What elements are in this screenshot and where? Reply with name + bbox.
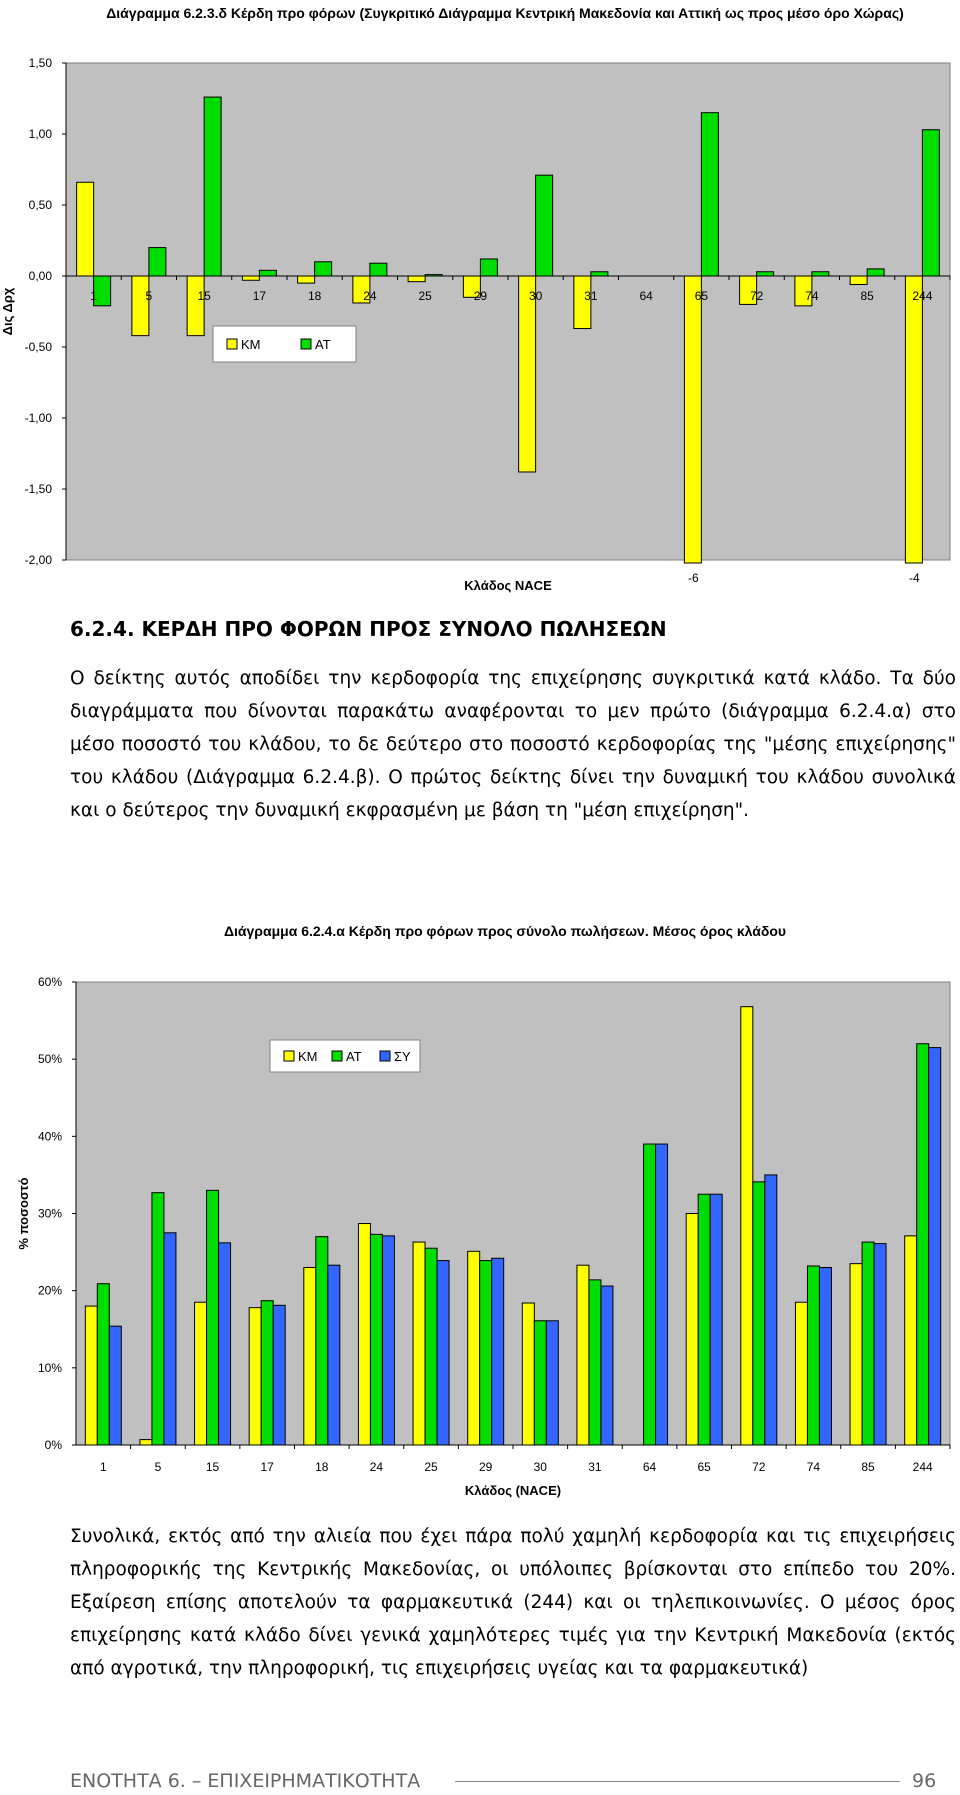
y-axis-label: % ποσοστό [16, 1177, 31, 1250]
y-tick-label: 1,50 [28, 56, 52, 70]
bar [534, 1321, 546, 1445]
bar [437, 1261, 449, 1445]
bar [753, 1182, 765, 1445]
x-tick-label: 25 [418, 289, 432, 303]
y-tick-label: 20% [37, 1283, 62, 1298]
x-axis-label: Κλάδος NACE [464, 578, 552, 593]
x-tick-label: 31 [588, 1460, 602, 1474]
page-number: 96 [912, 1770, 937, 1792]
bar [480, 1261, 492, 1445]
bar [149, 248, 166, 276]
y-tick-label: 1,00 [28, 127, 52, 141]
bar [867, 269, 884, 276]
bar [480, 259, 497, 276]
bar [850, 1264, 862, 1445]
bar [77, 182, 94, 276]
paragraph-intro: Ο δείκτης αυτός αποδίδει την κερδοφορία της επιχείρησης συγκριτικά κατά κλάδο. Τα δύο διαγράμματα που δίνονται παρακάτω αναφέρονται το μεν πρώτο (διάγραμμα 6.2.4.α) στο μέσο ποσοστό του κλάδου, το δε δεύτερο στο ποσοστό κερδοφορίας της "μέσης επιχείρησης" του κλάδου (Διάγραμμα 6.2.4.β). Ο πρώτος δείκτης δίνει την δυναμική του κλάδου συνολικά και ο δεύτερος την δυναμική εκφρασμένη με βάση τη "μέση επιχείρηση". [70, 668, 956, 821]
bar [328, 1265, 340, 1445]
legend-label: ΚΜ [241, 337, 261, 352]
footer-divider [455, 1781, 900, 1782]
bar [219, 1243, 231, 1445]
legend-swatch [227, 339, 237, 349]
x-tick-label: 65 [694, 289, 709, 303]
chart2-title: Διάγραμμα 6.2.4.α Κέρδη προ φόρων προς σύνολο πωλήσεων. Μέσος όρος κλάδου [223, 923, 787, 939]
bar [922, 130, 939, 276]
offscale-label: -4 [909, 571, 920, 585]
bar [795, 1302, 807, 1445]
bar [536, 175, 553, 276]
bar [644, 1144, 656, 1445]
chart2 [0, 960, 960, 1520]
legend-label: ΑΤ [315, 337, 331, 352]
bar [591, 272, 608, 276]
y-tick-label: -1,50 [24, 482, 52, 496]
y-axis-label: Δις Δρχ [0, 287, 15, 336]
y-tick-label: 0,50 [28, 198, 52, 212]
bar [546, 1321, 558, 1445]
bar [204, 97, 221, 276]
x-tick-label: 5 [154, 1460, 162, 1474]
y-tick-label: 0% [44, 1438, 62, 1452]
x-tick-label: 1 [99, 1460, 107, 1474]
bar [684, 276, 701, 563]
legend-label: ΣΥ [394, 1049, 411, 1064]
x-tick-label: 30 [533, 1460, 547, 1474]
bar [812, 272, 829, 276]
bar [819, 1268, 831, 1445]
bar [298, 276, 315, 283]
bar [164, 1233, 176, 1445]
y-tick-label: 60% [37, 975, 62, 989]
y-tick-label: -1,00 [24, 411, 52, 425]
bar [917, 1044, 929, 1445]
y-tick-label: 0,00 [28, 269, 52, 283]
bar [686, 1214, 698, 1446]
x-tick-label: 25 [424, 1460, 438, 1474]
bar [261, 1301, 273, 1445]
x-tick-label: 5 [145, 289, 153, 303]
bar [577, 1265, 589, 1445]
bar [242, 276, 259, 280]
bar [187, 276, 204, 336]
bar [315, 262, 332, 276]
x-tick-label: 64 [639, 289, 653, 303]
bar [425, 275, 442, 276]
legend-swatch [301, 339, 311, 349]
x-tick-label: 15 [197, 289, 211, 303]
x-tick-label: 64 [642, 1460, 657, 1474]
x-tick-label: 72 [752, 1460, 766, 1474]
bar [140, 1440, 152, 1445]
offscale-label: -6 [688, 571, 699, 585]
bar [656, 1144, 668, 1445]
x-tick-label: 244 [912, 289, 933, 303]
bar [304, 1268, 316, 1445]
x-tick-label: 74 [806, 1460, 821, 1474]
x-tick-label: 17 [252, 289, 267, 303]
bar [370, 1234, 382, 1445]
bar [259, 270, 276, 276]
bar [492, 1258, 504, 1445]
x-tick-label: 17 [260, 1460, 274, 1474]
bar [132, 276, 149, 336]
chart1-title: Διάγραμμα 6.2.3.δ Κέρδη προ φόρων (Συγκριτικό Διάγραμμα Κεντρική Μακεδονία και Αττική ως προς μέσο όρο Χώρας) [106, 5, 904, 21]
legend-label: ΚΜ [298, 1049, 318, 1064]
bar [97, 1284, 109, 1445]
bar [701, 113, 718, 276]
x-tick-label: 18 [307, 289, 322, 303]
bar [874, 1244, 886, 1445]
section-heading: 6.2.4. ΚΕΡΔΗ ΠΡΟ ΦΟΡΩΝ ΠΡΟΣ ΣΥΝΟΛΟ ΠΩΛΗΣΕΩΝ [70, 617, 667, 641]
chart1 [0, 0, 960, 600]
x-tick-label: 30 [528, 289, 543, 303]
y-tick-label: 30% [37, 1206, 62, 1221]
x-tick-label: 29 [473, 289, 488, 303]
bar [382, 1236, 394, 1445]
x-tick-label: 85 [861, 1460, 875, 1474]
bar [765, 1175, 777, 1445]
bar [85, 1306, 97, 1445]
bar [413, 1242, 425, 1445]
y-tick-label: 50% [37, 1052, 62, 1067]
x-tick-label: 24 [369, 1460, 384, 1474]
x-tick-label: 31 [584, 289, 598, 303]
bar [195, 1302, 207, 1445]
bar [710, 1194, 722, 1445]
paragraph-summary: Συνολικά, εκτός από την αλιεία που έχει πάρα πολύ χαμηλή κερδοφορία και τις επιχειρήσεις πληροφορικής της Κεντρικής Μακεδονίας, οι υπόλοιπες βρίσκονται στο επίπεδο του 20%. Εξαίρεση επίσης αποτελούν τα φαρμακευτικά (244) και οι τηλεπικοινωνίες. Ο μέσος όρος επιχείρησης κατά κλάδο δίνει γενικά χαμηλότερες τιμές για την Κεντρική Μακεδονία (εκτός από αγροτικά, την πληροφορική, τις επιχειρήσεις υγείας και τα φαρμακευτικά) [70, 1526, 956, 1679]
x-tick-label: 24 [363, 289, 377, 303]
legend-swatch [284, 1051, 294, 1061]
y-tick-label: 10% [37, 1360, 62, 1375]
legend-label: ΑΤ [346, 1049, 362, 1064]
legend-swatch [380, 1051, 390, 1061]
x-tick-label: 65 [697, 1460, 711, 1474]
bar [589, 1280, 601, 1445]
x-tick-label: 72 [749, 289, 764, 303]
x-axis-label: Κλάδος (NACE) [464, 1483, 562, 1498]
x-tick-label: 1 [90, 289, 97, 303]
x-tick-label: 18 [315, 1460, 329, 1474]
bar [862, 1242, 874, 1445]
bar [741, 1007, 753, 1445]
x-tick-label: 29 [479, 1460, 493, 1474]
bar [519, 276, 536, 472]
bar [249, 1308, 261, 1445]
bar [522, 1303, 534, 1445]
y-tick-label: 40% [37, 1129, 62, 1144]
bar [850, 276, 867, 285]
bar [425, 1248, 437, 1445]
bar [905, 276, 922, 563]
x-tick-label: 244 [912, 1460, 933, 1474]
y-tick-label: -2,00 [24, 553, 52, 567]
legend-swatch [332, 1051, 342, 1061]
bar [358, 1224, 370, 1445]
bar [807, 1266, 819, 1445]
y-tick-label: -0,50 [24, 340, 52, 354]
x-tick-label: 74 [805, 289, 819, 303]
bar [601, 1286, 613, 1445]
x-tick-label: 85 [860, 289, 874, 303]
bar [109, 1326, 121, 1445]
bar [905, 1236, 917, 1445]
bar [370, 263, 387, 276]
bar [468, 1251, 480, 1445]
bar [408, 276, 425, 282]
bar [152, 1193, 164, 1445]
bar [316, 1237, 328, 1445]
bar [757, 272, 774, 276]
bar [929, 1048, 941, 1445]
footer-section: ΕΝΟΤΗΤΑ 6. – ΕΠΙΧΕΙΡΗΜΑΤΙΚΟΤΗΤΑ [70, 1770, 421, 1792]
bar [273, 1305, 285, 1445]
x-tick-label: 15 [205, 1460, 220, 1474]
bar [698, 1194, 710, 1445]
bar [207, 1190, 219, 1445]
